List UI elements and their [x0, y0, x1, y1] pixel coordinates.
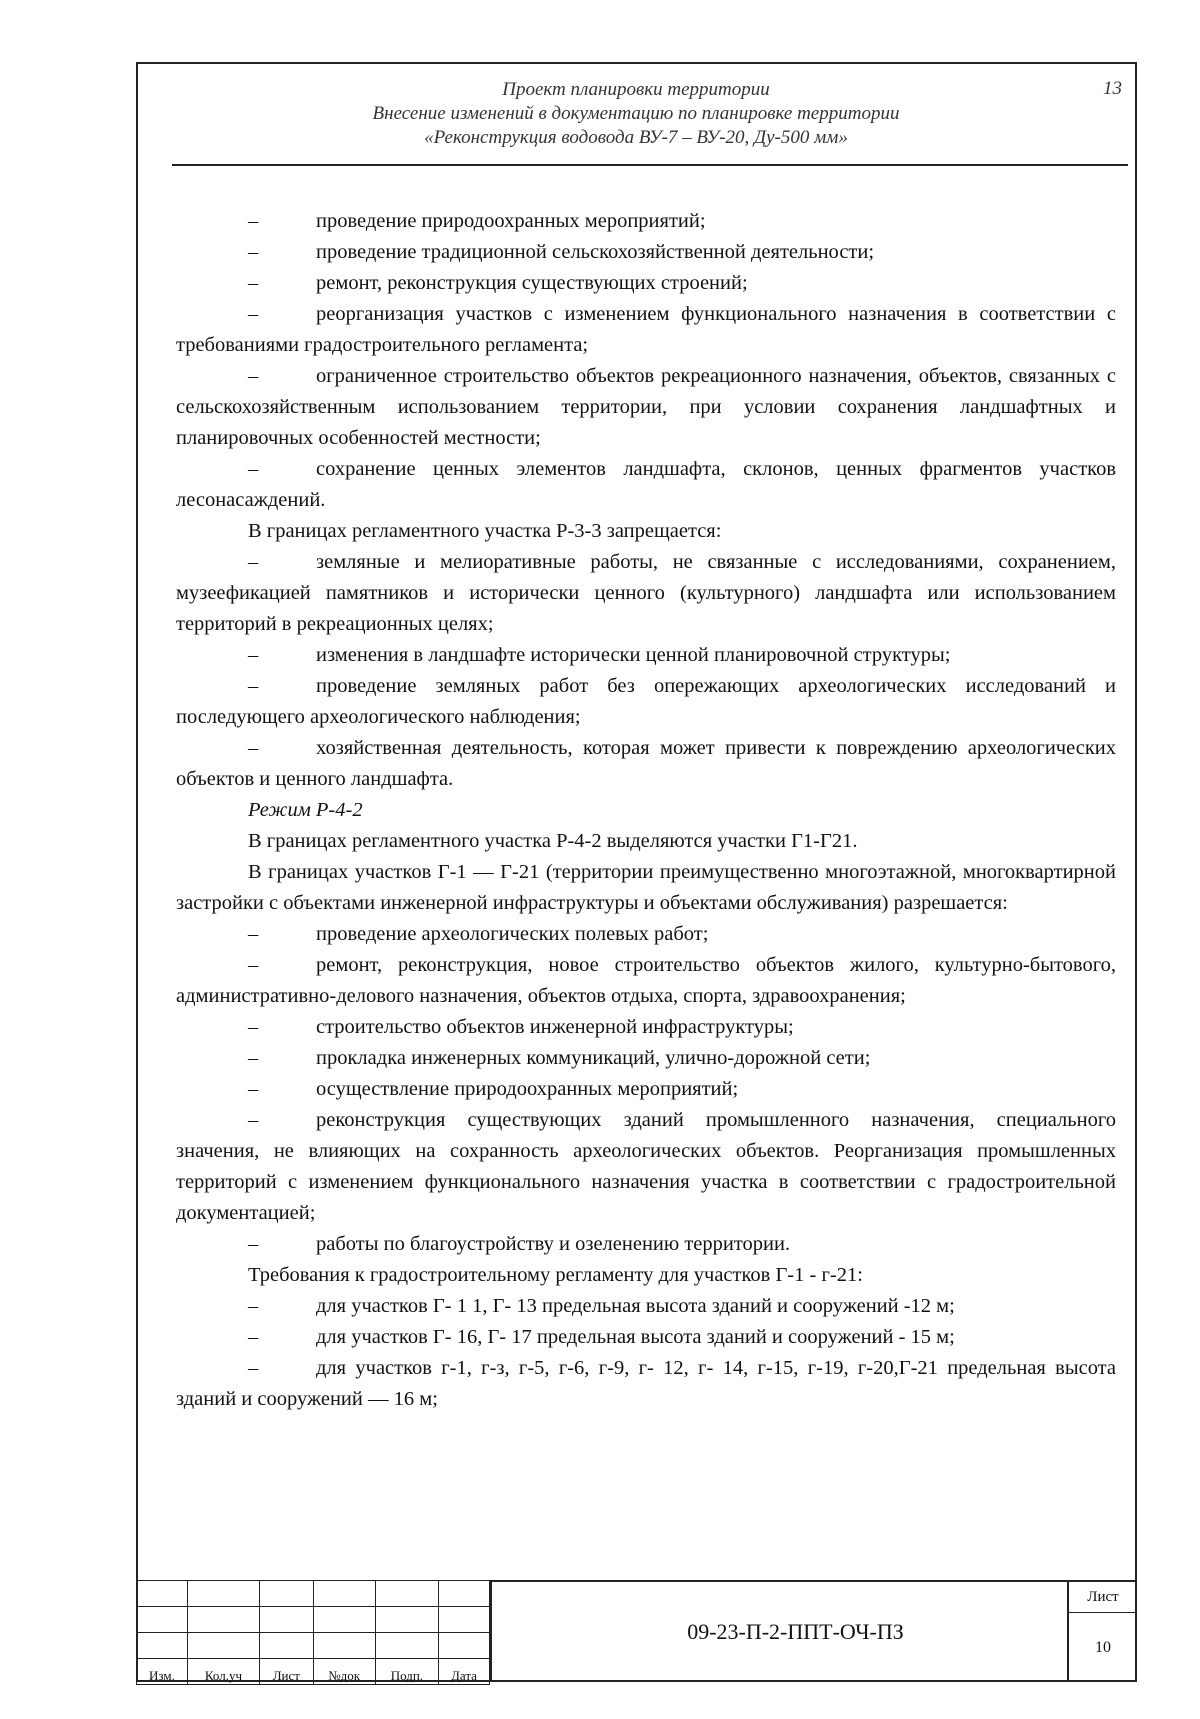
col-kol-uch: Кол.уч: [187, 1659, 259, 1685]
col-data: Дата: [438, 1659, 489, 1685]
list-item: – реорганизация участков с изменением функционального назначения в соответствии с требованиями градостроительного регламента;: [176, 299, 1116, 361]
col-ndok: №док: [313, 1659, 375, 1685]
col-podp: Подп.: [375, 1659, 438, 1685]
paragraph: В границах регламентного участка Р-3-3 запрещается:: [248, 520, 722, 542]
header-line-3: «Реконструкция водовода ВУ-7 – ВУ-20, Ду-500 мм»: [424, 127, 848, 148]
list-item: – проведение традиционной сельскохозяйственной деятельности;: [176, 237, 1116, 268]
paragraph: Требования к градостроительному регламенту для участков Г-1 - г-21:: [248, 1264, 863, 1286]
list-item: – для участков Г- 16, Г- 17 предельная высота зданий и сооружений - 15 м;: [176, 1322, 1116, 1353]
document-code: 09-23-П-2-ППТ-ОЧ-ПЗ: [490, 1580, 1099, 1682]
document-body: [176, 206, 1116, 1415]
paragraph: Режим Р-4-2: [248, 799, 363, 821]
list-item: – хозяйственная деятельность, которая может привести к повреждению археологических объектов и ценного ландшафта.: [176, 733, 1116, 795]
header-line-2: Внесение изменений в документацию по планировке территории: [372, 103, 900, 124]
list-item: – строительство объектов инженерной инфраструктуры;: [176, 1012, 1116, 1043]
sheet-box: [1067, 1580, 1137, 1682]
list-item: – проведение земляных работ без опережающих археологических исследований и последующего археологического наблюдения;: [176, 671, 1116, 733]
document-header: [156, 78, 1116, 150]
sheet-number: 10: [1095, 1639, 1111, 1656]
list-item: – работы по благоустройству и озеленению территории.: [176, 1229, 1116, 1260]
revision-table: [136, 1580, 490, 1685]
paragraph: В границах участков Г-1 — Г-21 (территории преимущественно многоэтажной, многоквартирной застройки с объектами инженерной инфраструктуры и объектами обслуживания) разрешается:: [176, 861, 1116, 914]
list-item: – проведение природоохранных мероприятий;: [176, 206, 1116, 237]
list-item: – ремонт, реконструкция, новое строительство объектов жилого, культурно-бытового, административно-делового назначения, объектов отдыха, спорта, здравоохранения;: [176, 950, 1116, 1012]
list-item: – реконструкция существующих зданий промышленного назначения, специального значения, не влияющих на сохранность археологических объектов. Реорганизация промышленных территорий с изменением функционального назначения участка в соответствии с градостроительной документацией;: [176, 1105, 1116, 1229]
list-item: – ремонт, реконструкция существующих строений;: [176, 268, 1116, 299]
list-item: – проведение археологических полевых работ;: [176, 919, 1116, 950]
list-item: – изменения в ландшафте исторически ценной планировочной структуры;: [176, 640, 1116, 671]
list-item: – для участков г-1, г-з, г-5, г-6, г-9, г- 12, г- 14, г-15, г-19, г-20,Г-21 предельная высота зданий и сооружений — 16 м;: [176, 1353, 1116, 1415]
col-list: Лист: [260, 1659, 313, 1685]
header-divider: [172, 164, 1128, 166]
sheet-label: Лист: [1069, 1582, 1137, 1613]
header-line-1: Проект планировки территории: [502, 79, 770, 100]
list-item: – для участков Г- 1 1, Г- 13 предельная высота зданий и сооружений -12 м;: [176, 1291, 1116, 1322]
list-item: – ограниченное строительство объектов рекреационного назначения, объектов, связанных с сельскохозяйственным использованием территории, при условии сохранения ландшафтных и планировочных особенностей местности;: [176, 361, 1116, 454]
paragraph: В границах регламентного участка Р-4-2 выделяются участки Г1-Г21.: [248, 830, 858, 852]
list-item: – сохранение ценных элементов ландшафта, склонов, ценных фрагментов участков лесонасаждений.: [176, 454, 1116, 516]
list-item: – осуществление природоохранных мероприятий;: [176, 1074, 1116, 1105]
list-item: – земляные и мелиоративные работы, не связанные с исследованиями, сохранением, музеефикацией памятников и исторически ценного (культурного) ландшафта или использованием территорий в рекреационных целях;: [176, 547, 1116, 640]
col-izm: Изм.: [137, 1659, 188, 1685]
list-item: – прокладка инженерных коммуникаций, улично-дорожной сети;: [176, 1043, 1116, 1074]
page-number: 13: [1103, 78, 1122, 99]
title-block: [136, 1580, 1137, 1682]
